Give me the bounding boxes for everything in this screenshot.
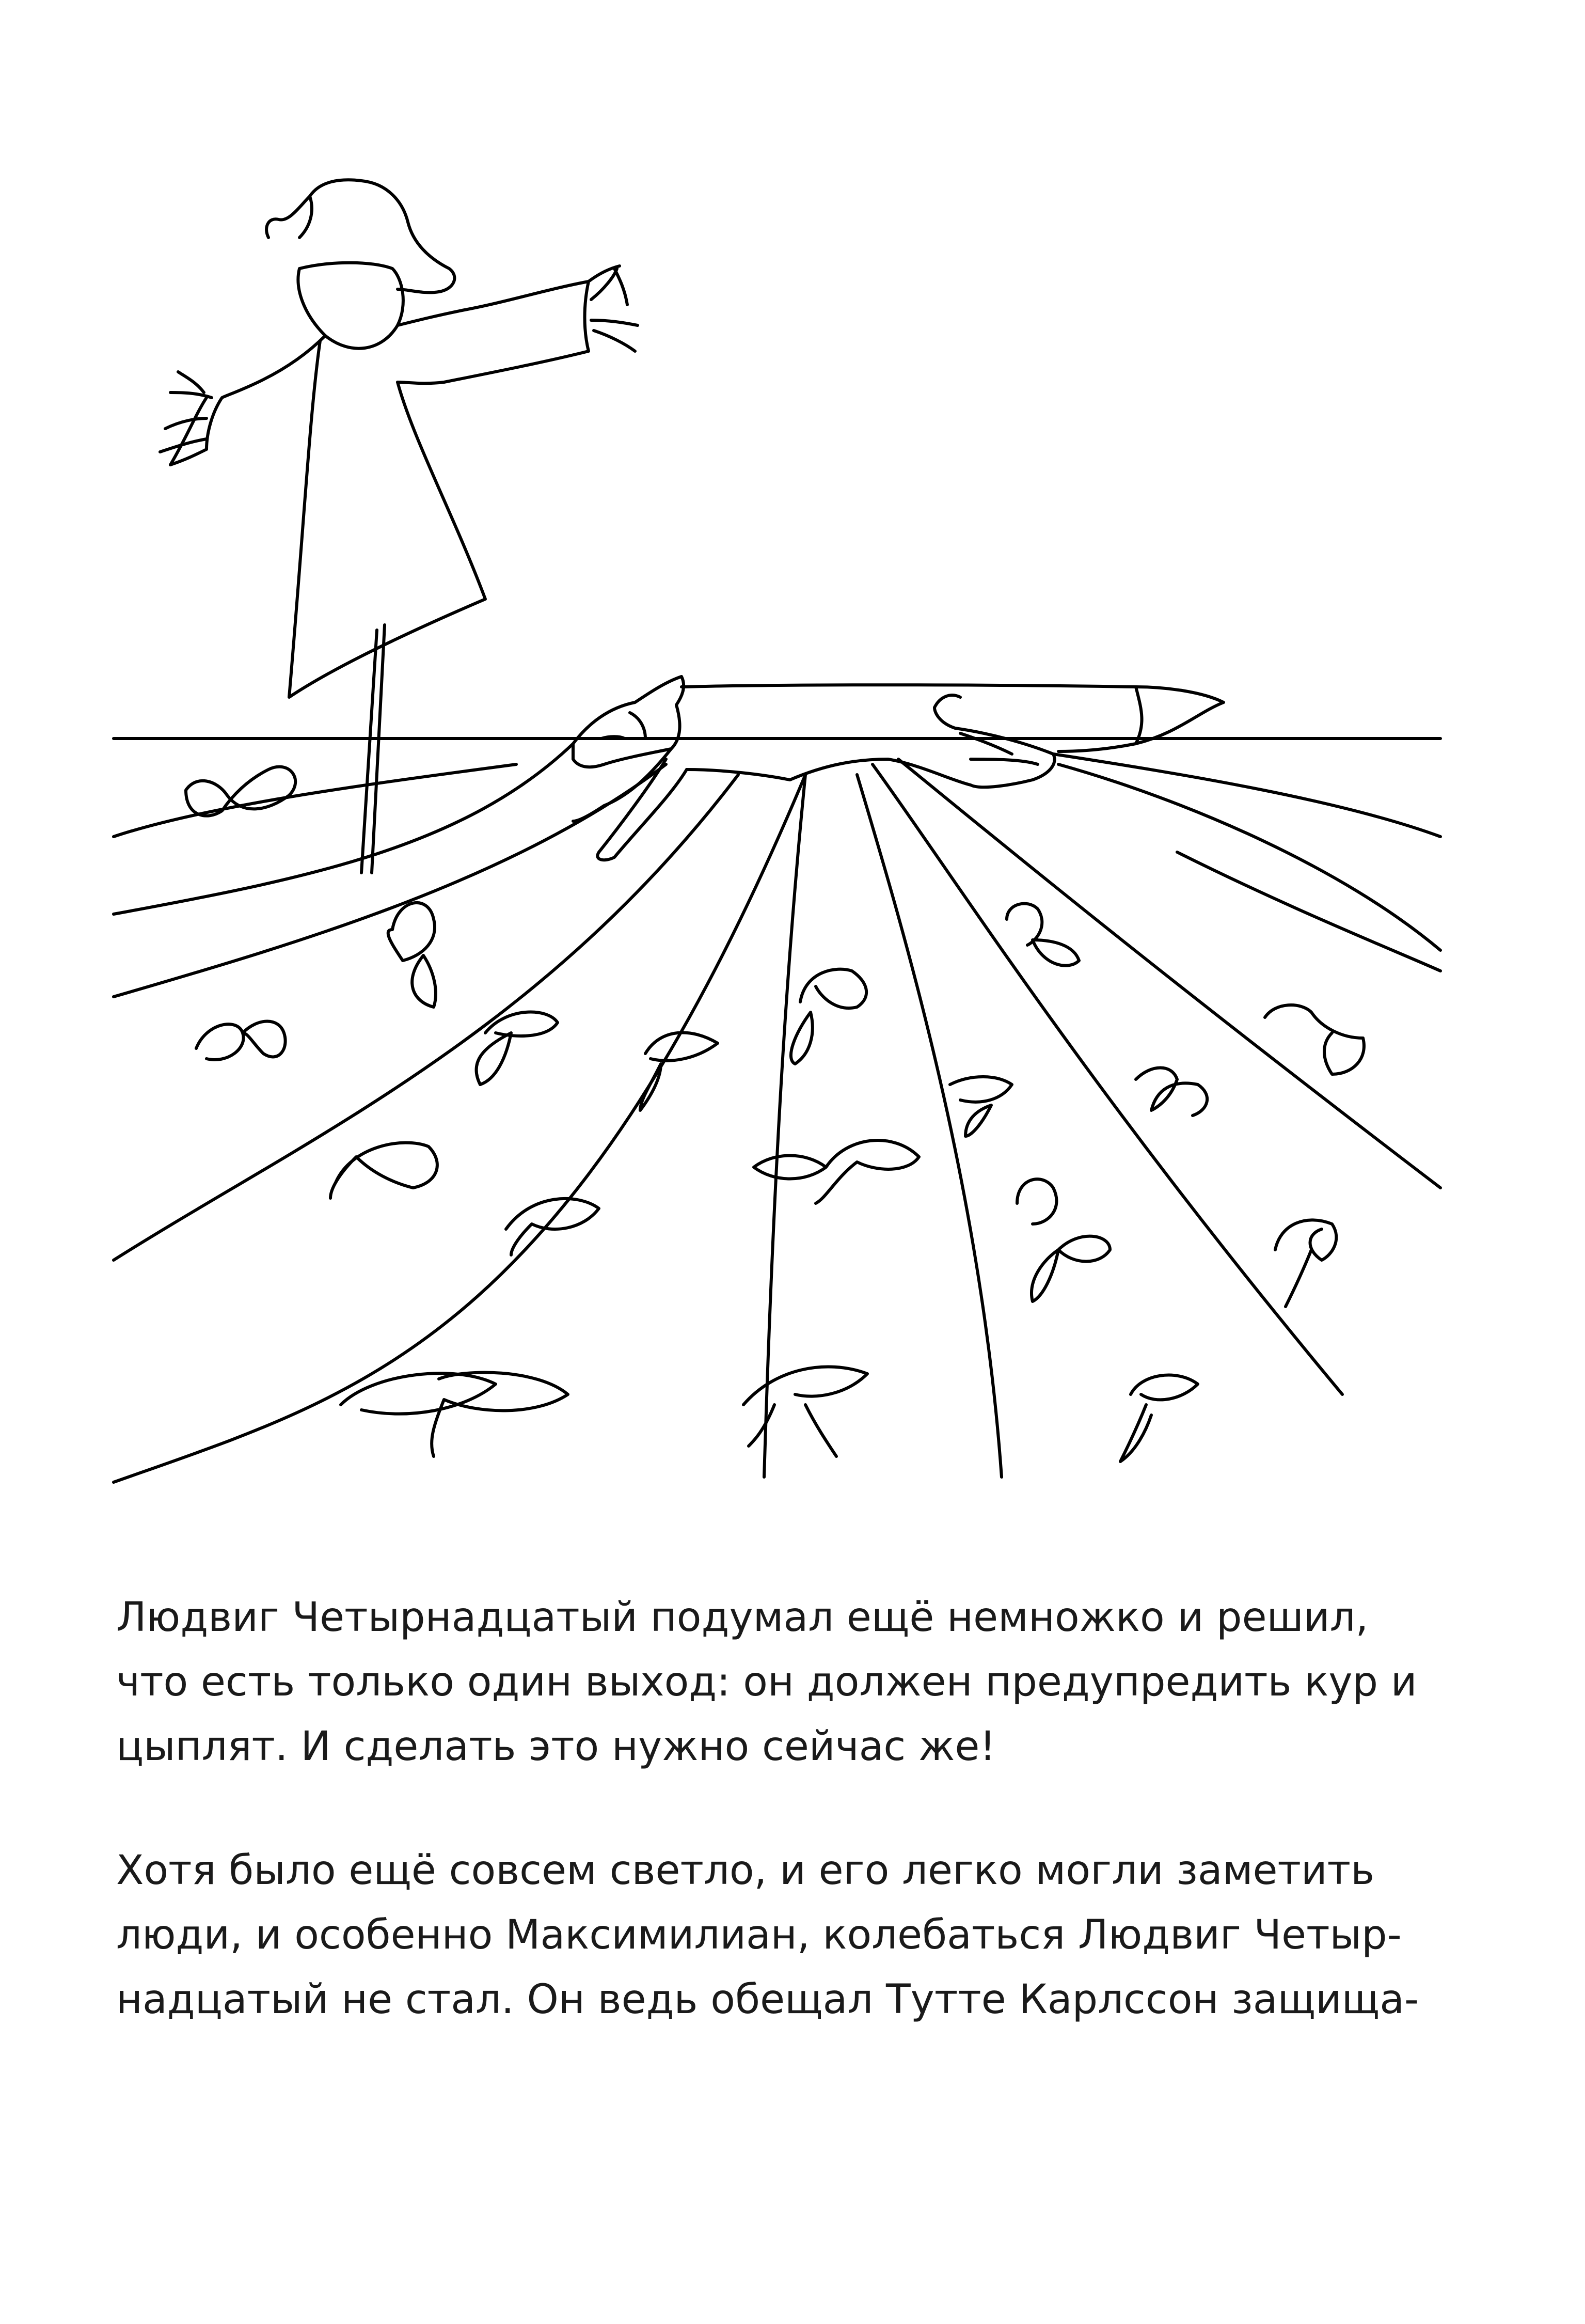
paragraph-2-line-2: люди, и особенно Максимилиан, колебаться Людвиг Четыр- (116, 1912, 1402, 1958)
paragraph-1-line-3: цыплят. И сделать это нужно сейчас же! (116, 1723, 996, 1770)
scarecrow-drawing (160, 180, 638, 873)
paragraph-1 (116, 1585, 1459, 1779)
paragraph-2-line-1: Хотя было ещё совсем светло, и его легко могли заметить (116, 1847, 1375, 1894)
field-furrows (114, 744, 1440, 1482)
paragraph-2 (116, 1839, 1459, 2032)
paragraph-1-line-1: Людвиг Четырнадцатый подумал ещё немножко и решил, (116, 1594, 1369, 1641)
fox-drawing (573, 677, 1224, 860)
paragraph-1-line-2: что есть только один выход: он должен предупредить кур и (116, 1659, 1417, 1705)
paragraph-2-line-3: надцатый не стал. Он ведь обещал Тутте Карлссон защища- (116, 1976, 1419, 2023)
